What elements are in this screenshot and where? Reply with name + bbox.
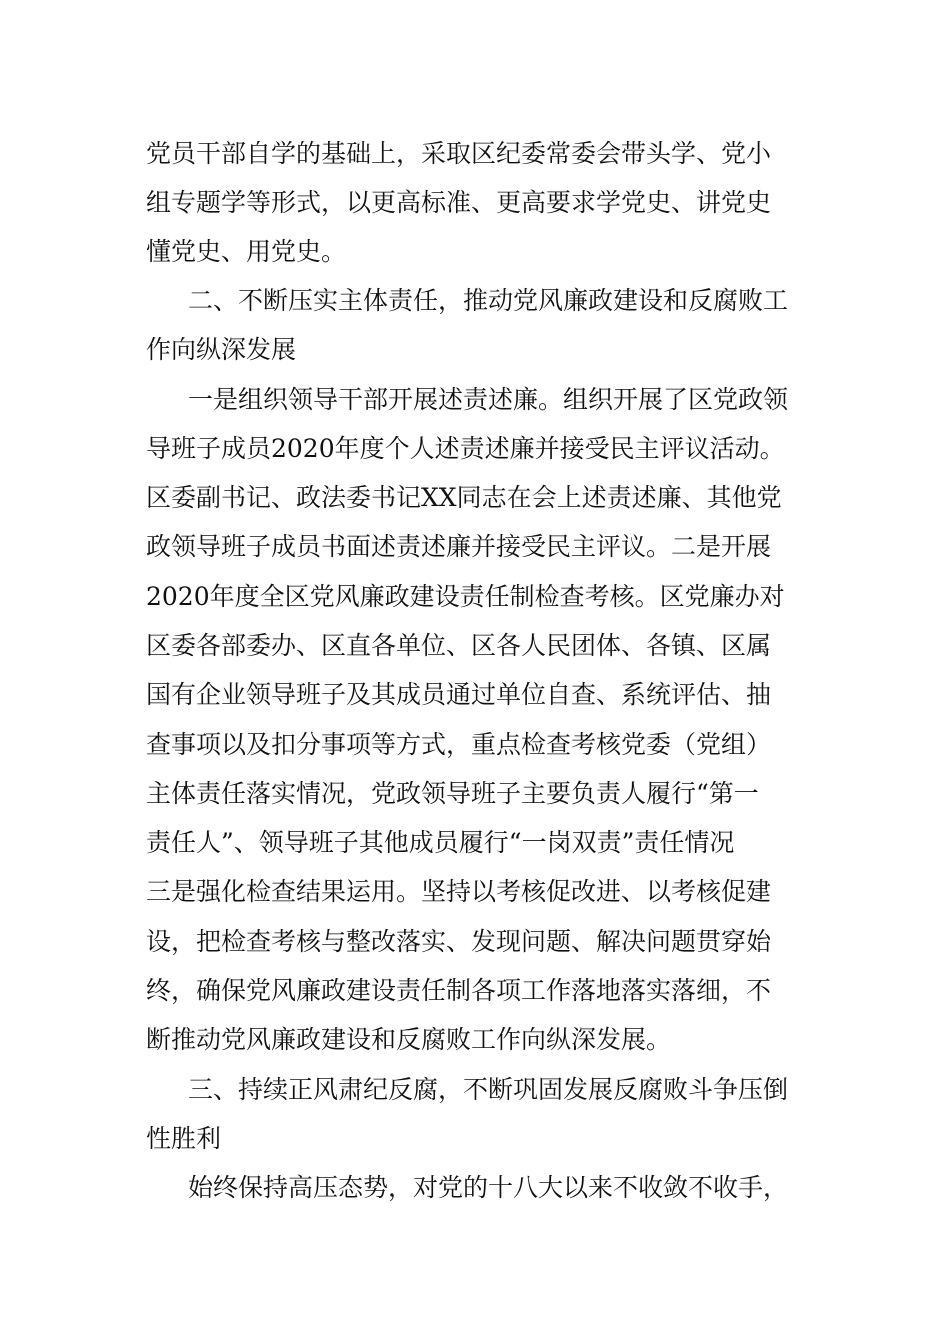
text-line: 党员干部自学的基础上，采取区纪委常委会带头学、党小 [146, 139, 772, 168]
text-line: 懂党史、用党史。 [146, 237, 347, 266]
text-line: 政领导班子成员书面述责述廉并接受民主评议。二是开展 [146, 532, 772, 561]
text-line: 国有企业领导班子及其成员通过单位自查、系统评估、抽 [146, 680, 772, 709]
text-line: 终，确保党风廉政建设责任制各项工作落地落实落细，不 [146, 976, 772, 1005]
text-line: 组专题学等形式，以更高标准、更高要求学党史、讲党史 [146, 188, 772, 217]
section-heading: 三、持续正风肃纪反腐，不断巩固发展反腐败斗争压倒 [188, 1075, 789, 1104]
text-line: 责任人”、领导班子其他成员履行“一岗双责”责任情况 [146, 828, 735, 857]
text-line: 主体责任落实情况，党政领导班子主要负责人履行“第一 [146, 779, 759, 808]
text-line: 三是强化检查结果运用。坚持以考核促改进、以考核促建 [146, 877, 772, 906]
text-line: 区委副书记、政法委书记XX同志在会上述责述廉、其他党 [146, 483, 782, 512]
text-line: 设，把检查考核与整改落实、发现问题、解决问题贯穿始 [146, 927, 772, 956]
text-line: 一是组织领导干部开展述责述廉。组织开展了区党政领 [188, 385, 789, 414]
text-line: 区委各部委办、区直各单位、区各人民团体、各镇、区属 [146, 631, 772, 660]
text-line: 断推动党风廉政建设和反腐败工作向纵深发展。 [146, 1025, 672, 1054]
text-line: 2020年度全区党风廉政建设责任制检查考核。区党廉办对 [146, 582, 785, 611]
section-heading-continued: 性胜利 [146, 1124, 222, 1153]
text-line: 导班子成员2020年度个人述责述廉并接受民主评议活动。 [146, 434, 785, 463]
text-line: 查事项以及扣分事项等方式，重点检查考核党委（党组） [146, 730, 772, 759]
section-heading-continued: 作向纵深发展 [146, 335, 297, 364]
text-line: 始终保持高压态势，对党的十八大以来不收敛不收手， [188, 1173, 789, 1202]
section-heading: 二、不断压实主体责任，推动党风廉政建设和反腐败工 [188, 286, 789, 315]
